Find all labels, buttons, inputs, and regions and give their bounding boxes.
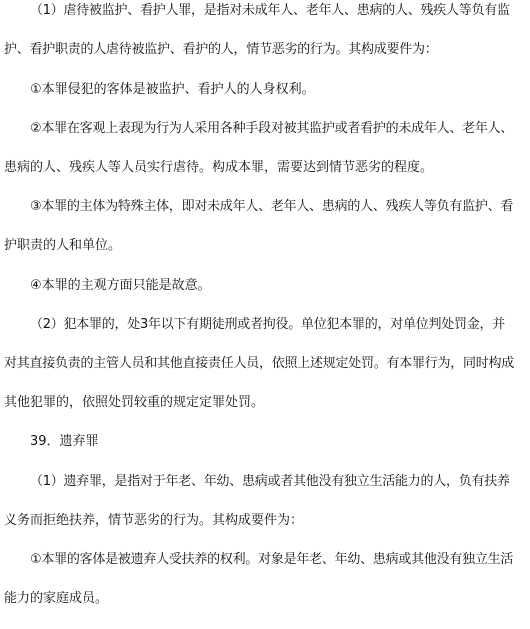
- paragraph-line-1: （1）虐待被监护、看护人罪，是指对未成年人、老年人、患病的人、残疾人等负有监: [30, 3, 510, 18]
- paragraph-line-13: 义务而拒绝扶养，情节恶劣的行为。其构成要件为：: [4, 513, 304, 528]
- paragraph-line-14: ①本罪的客体是被遗弃人受扶养的权利。对象是年老、年幼、患病或其他没有独立生活: [30, 552, 514, 567]
- paragraph-line-3: ①本罪侵犯的客体是被监护、看护人的人身权利。: [30, 82, 315, 97]
- paragraph-line-2: 护、看护职责的人虐待被监护、看护的人，情节恶劣的行为。其构成要件为：: [4, 42, 438, 57]
- paragraph-line-7: 护职责的人和单位。: [4, 238, 122, 253]
- paragraph-line-15: 能力的家庭成员。: [4, 591, 109, 606]
- paragraph-line-6: ③本罪的主体为特殊主体，即对未成年人、老年人、患病的人、残疾人等负有监护、看: [30, 199, 514, 214]
- paragraph-line-10: 对其直接负责的主管人员和其他直接责任人员，依照上述规定处罚。有本罪行为，同时构成: [4, 356, 515, 371]
- paragraph-line-12: （1）遗弃罪，是指对于年老、年幼、患病或者其他没有独立生活能力的人，负有扶养: [30, 474, 510, 489]
- paragraph-line-11: 其他犯罪的，依照处罚较重的规定定罪处罚。: [4, 395, 265, 410]
- section-heading: 39．遗弃罪: [30, 434, 99, 449]
- paragraph-line-4: ②本罪在客观上表现为行为人采用各种手段对被其监护或者看护的未成年人、老年人、: [30, 121, 514, 136]
- paragraph-line-5: 患病的人、残疾人等人员实行虐待。构成本罪，需要达到情节恶劣的程度。: [4, 160, 434, 175]
- paragraph-line-8: ④本罪的主观方面只能是故意。: [30, 278, 211, 293]
- paragraph-line-9: （2）犯本罪的，处3年以下有期徒刑或者拘役。单位犯本罪的，对单位判处罚金，并: [30, 317, 506, 332]
